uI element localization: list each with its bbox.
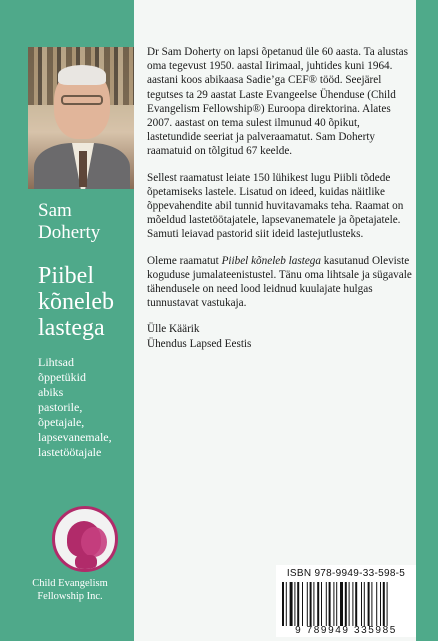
subtitle-line: õppetükid bbox=[38, 370, 86, 384]
signature bbox=[147, 322, 415, 350]
isbn-label: ISBN 978-9949-33-598-5 bbox=[286, 568, 406, 579]
publisher-line: Fellowship Inc. bbox=[37, 591, 103, 602]
glasses bbox=[61, 95, 103, 105]
barcode-digits: 9 789949 335985 bbox=[295, 625, 397, 636]
author-name bbox=[38, 200, 132, 244]
book-title-line: lastega bbox=[38, 315, 105, 341]
subtitle-line: lapsevanemale, bbox=[38, 430, 112, 444]
teal-sidebar bbox=[0, 0, 134, 641]
book-title bbox=[38, 263, 132, 341]
subtitle-line: õpetajale, bbox=[38, 415, 85, 429]
blurb-text bbox=[147, 45, 415, 363]
book-title-line: Piibel bbox=[38, 263, 95, 289]
logo-neck bbox=[75, 555, 97, 569]
endorsement-text-end: kasutanud Oleviste koguduse jumalateenistustel. Tänu oma lihtsale ja sügavale tähendusele on need lood leidnud kuulajate hulgas tunnustavat vastukaja. bbox=[147, 254, 412, 310]
endorsement-text-start: Oleme raamatut bbox=[147, 254, 222, 267]
author-name-line: Sam Doherty bbox=[38, 200, 101, 243]
cef-logo-icon bbox=[52, 506, 118, 572]
subtitle-line: Lihtsad bbox=[38, 355, 74, 369]
author-photo bbox=[28, 47, 134, 189]
endorsement-paragraph bbox=[147, 254, 415, 311]
tie bbox=[79, 151, 87, 187]
barcode-icon bbox=[282, 582, 414, 626]
book-subtitle bbox=[38, 355, 132, 460]
author-bio-paragraph: Dr Sam Doherty on lapsi õpetanud üle 60 aasta. Ta alustas oma tegevust 1950. aastal Iirimaal, juhtides kuni 1964. aastani koos abikaasa Sadie’ga CEF® tööd. Seejärel tegutses ta 29 aastat Laste Evangeelse Ühenduse (Child Evangelism Fellowship®) Euroopa direktorina. Alates 2007. aastast on tema sulest ilmunud 40 õpikut, lastetundide seeriat ja palveraamatut. Sam Doherty raamatuid on tõlgitud 67 keelde. bbox=[147, 46, 408, 158]
endorsement-book-title: Piibel kõneleb lastega bbox=[221, 254, 321, 267]
publisher-name bbox=[18, 577, 122, 603]
right-edge-strip bbox=[416, 0, 438, 641]
signature-org: Ühendus Lapsed Eestis bbox=[147, 337, 252, 350]
book-title-line: kõneleb bbox=[38, 289, 114, 315]
book-description-paragraph: Sellest raamatust leiate 150 lühikest lugu Piibli tõdede õpetamiseks lastele. Lisatud on ideed, kuidas näitlike õppevahendite abil tunnid huvitavamaks teha. Raamat on mõeldud lastetöötajatele, lapsevanematele ja õpetajatele. Samuti leiavad pastorid siit ideid lastejutlusteks. bbox=[147, 171, 404, 241]
subtitle-line: lastetöötajale bbox=[38, 445, 102, 459]
subtitle-line: pastorile, bbox=[38, 400, 83, 414]
publisher-line: Child Evangelism bbox=[32, 578, 108, 589]
logo-child-head bbox=[81, 527, 107, 557]
hair bbox=[58, 65, 106, 85]
subtitle-line: abiks bbox=[38, 385, 64, 399]
signature-name: Ülle Käärik bbox=[147, 323, 200, 336]
